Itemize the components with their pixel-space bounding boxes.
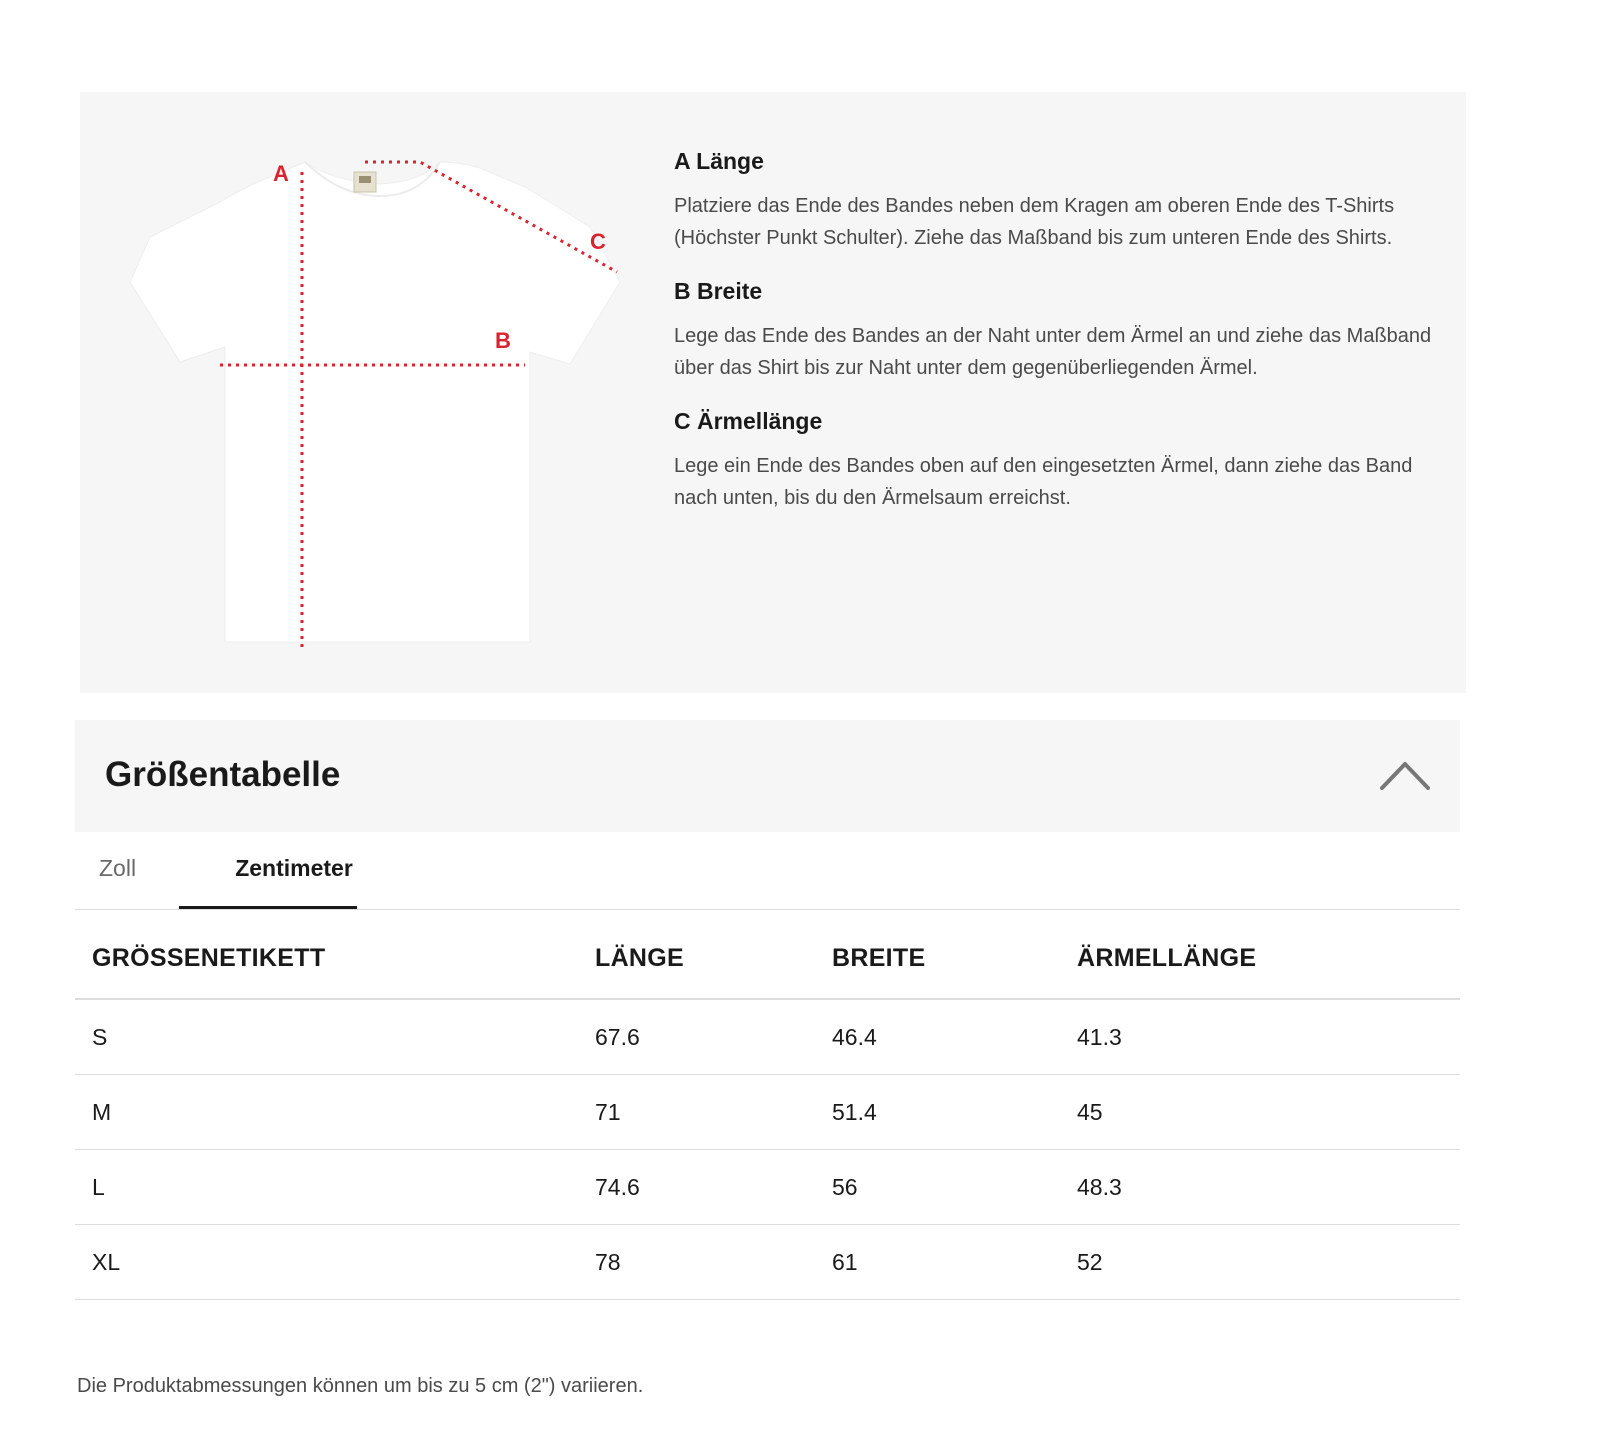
table-row [75,999,1460,1075]
active-tab-indicator [179,906,357,909]
size-chart-title: Größentabelle [105,755,341,794]
marker-a: A [273,161,289,186]
sleeve-length-cell: 48.3 [1060,1150,1460,1225]
length-section [674,146,1434,254]
width-cell: 46.4 [815,999,1060,1075]
tshirt-measurement-diagram [130,132,690,652]
width-section [674,276,1434,384]
measurement-guide [80,92,1466,693]
sleeve-length-cell: 41.3 [1060,999,1460,1075]
size-label-cell: L [75,1150,578,1225]
sleeve-description: Lege ein Ende des Bandes oben auf den eingesetzten Ärmel, dann ziehe das Band nach unten, bis du den Ärmelsaum erreichst. [674,455,1413,509]
width-description: Lege das Ende des Bandes an der Naht unter dem Ärmel an und ziehe das Maßband über das Shirt bis zur Naht unter dem gegenüberliegenden Ärmel. [674,325,1432,379]
marker-c: C [590,229,606,254]
sleeve-section [674,406,1434,514]
column-header-sleeve-length: ÄRMELLÄNGE [1060,918,1460,999]
size-label-cell: S [75,999,578,1075]
size-table [75,918,1460,1300]
size-chart-header[interactable] [75,720,1460,832]
collapse-chevron-icon[interactable] [1378,754,1432,794]
tab-inches[interactable]: Zoll [99,855,137,881]
table-header-row [75,918,1460,999]
table-row [75,1150,1460,1225]
marker-b: B [495,328,511,353]
length-cell: 74.6 [578,1150,815,1225]
unit-tabs [75,832,1460,910]
width-heading: B Breite [674,278,763,304]
measurement-instructions [674,146,1434,536]
column-header-width: BREITE [815,918,1060,999]
width-cell: 51.4 [815,1075,1060,1150]
table-row [75,1075,1460,1150]
width-cell: 61 [815,1225,1060,1300]
length-cell: 71 [578,1075,815,1150]
sleeve-length-cell: 45 [1060,1075,1460,1150]
length-cell: 78 [578,1225,815,1300]
table-row [75,1225,1460,1300]
length-description: Platziere das Ende des Bandes neben dem Kragen am oberen Ende des T-Shirts (Höchster Punkt Schulter). Ziehe das Maßband bis zum unteren Ende des Shirts. [674,195,1395,249]
size-variance-note: Die Produktabmessungen können um bis zu 5 cm (2") variieren. [77,1375,644,1397]
tab-centimeters[interactable]: Zentimeter [235,855,353,881]
size-label-cell: XL [75,1225,578,1300]
size-label-cell: M [75,1075,578,1150]
sleeve-length-cell: 52 [1060,1225,1460,1300]
tshirt-illustration [130,132,690,652]
column-header-size-label: GRÖSSENETIKETT [75,918,578,999]
sleeve-heading: C Ärmellänge [674,408,823,434]
length-heading: A Länge [674,148,764,174]
width-cell: 56 [815,1150,1060,1225]
length-cell: 67.6 [578,999,815,1075]
column-header-length: LÄNGE [578,918,815,999]
